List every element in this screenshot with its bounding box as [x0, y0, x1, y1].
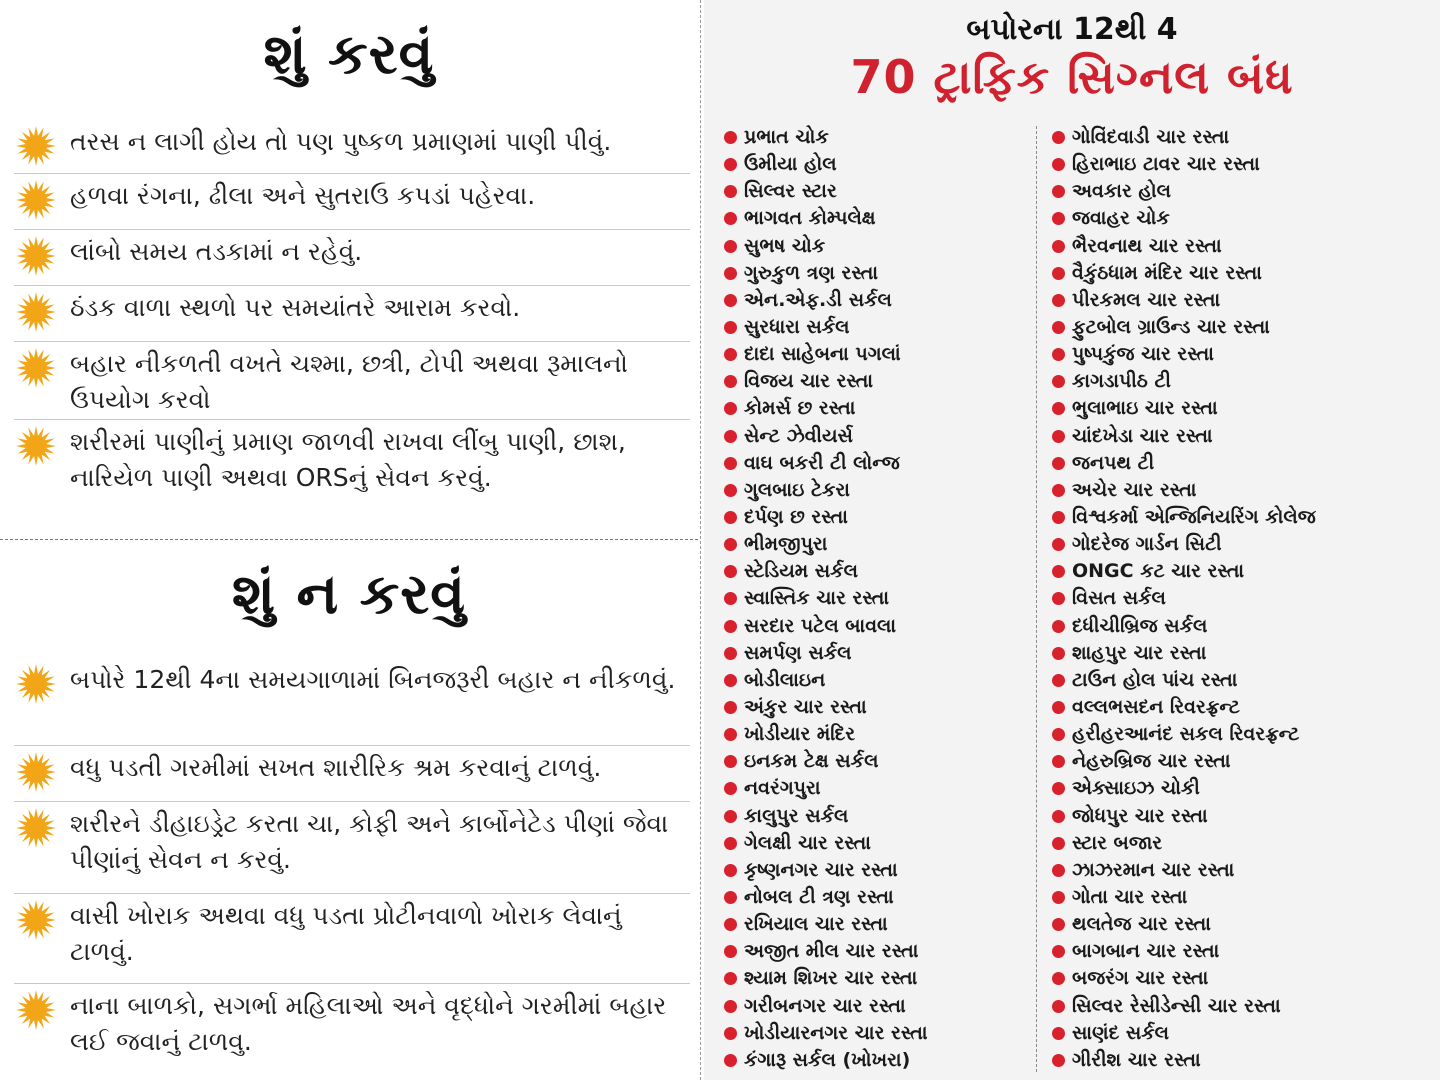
sun-icon — [14, 290, 58, 334]
signal-list-item — [1052, 585, 1432, 612]
bullet-dot-icon — [1052, 1000, 1065, 1013]
signal-name: શ્યામ શિખર ચાર રસ્તા — [744, 967, 918, 990]
signal-name: હરીહરઆનંદ સકલ રિવરફ્રન્ટ — [1072, 723, 1300, 746]
signal-list-item — [724, 124, 1024, 151]
signal-list-item — [1052, 423, 1432, 450]
bullet-dot-icon — [1052, 240, 1065, 253]
bullet-dot-icon — [1052, 402, 1065, 415]
signal-name: ગોવિંદવાડી ચાર રસ્તા — [1072, 126, 1230, 149]
signal-list-item — [724, 531, 1024, 558]
signal-name: કંગારૂ સર્કલ (ખોખરા) — [744, 1048, 911, 1071]
signal-list-item — [1052, 341, 1432, 368]
signal-list-item — [1052, 938, 1432, 965]
tip-item — [14, 174, 690, 230]
bullet-dot-icon — [724, 402, 737, 415]
signal-list-item — [724, 504, 1024, 531]
bullet-dot-icon — [1052, 972, 1065, 985]
signal-name: ઝાઝરમાન ચાર રસ્તા — [1072, 858, 1235, 881]
signal-list-item — [1052, 531, 1432, 558]
signal-name: રખિયાલ ચાર રસ્તા — [744, 913, 888, 936]
signals-count-title: 70 ટ્રાફિક સિગ્નલ બંધ — [850, 50, 1294, 104]
bullet-dot-icon — [1052, 538, 1065, 551]
bullet-dot-icon — [724, 565, 737, 578]
tip-item — [14, 286, 690, 342]
signal-list-item — [1052, 721, 1432, 748]
bullet-dot-icon — [724, 755, 737, 768]
tip-item — [14, 420, 690, 510]
signal-list-item — [724, 694, 1024, 721]
signal-name: વૈકુંઠધામ મંદિર ચાર રસ્તા — [1072, 261, 1262, 284]
signal-list-item — [724, 775, 1024, 802]
bullet-dot-icon — [724, 430, 737, 443]
bullet-dot-icon — [724, 538, 737, 551]
signal-name: અવકાર હોલ — [1072, 180, 1172, 203]
signal-name: ચાંદખેડા ચાર રસ્તા — [1072, 424, 1213, 447]
dont-heading: શું ન કરવું — [231, 562, 467, 627]
bullet-dot-icon — [1052, 1054, 1065, 1067]
signal-name: હિરાભાઇ ટાવર ચાર રસ્તા — [1072, 153, 1260, 176]
tip-text: શરીરમાં પાણીનું પ્રમાણ જાળવી રાખવા લીંબુ પાણી, છાશ, નારિયેળ પાણી અથવા ORSનું સેવન કરવું. — [70, 427, 626, 492]
column-divider — [1036, 126, 1037, 1072]
tip-text: બહાર નીકળતી વખતે ચશ્મા, છત્રી, ટોપી અથવા રૂમાલનો ઉપયોગ કરવો — [70, 349, 628, 414]
signal-name: સ્ટેડિયમ સર્કલ — [744, 560, 858, 583]
signal-name: ગેલક્ષી ચાર રસ્તા — [744, 831, 871, 854]
bullet-dot-icon — [724, 701, 737, 714]
bullet-dot-icon — [1052, 647, 1065, 660]
tip-item — [14, 802, 690, 894]
signal-name: ગીરીશ ચાર રસ્તા — [1072, 1048, 1201, 1071]
bullet-dot-icon — [1052, 185, 1065, 198]
sun-icon — [14, 898, 58, 942]
signal-name: પુષ્પકુંજ ચાર રસ્તા — [1072, 343, 1214, 366]
bullet-dot-icon — [1052, 810, 1065, 823]
bullet-dot-icon — [1052, 294, 1065, 307]
signal-list-item — [1052, 911, 1432, 938]
signal-name: પીરકમલ ચાર રસ્તા — [1072, 288, 1221, 311]
signal-list-item — [1052, 748, 1432, 775]
bullet-dot-icon — [1052, 321, 1065, 334]
sun-icon — [14, 750, 58, 794]
signal-list-item — [724, 151, 1024, 178]
bullet-dot-icon — [724, 837, 737, 850]
bullet-dot-icon — [1052, 267, 1065, 280]
signal-list-item — [724, 287, 1024, 314]
bullet-dot-icon — [724, 240, 737, 253]
signal-name: ટાઉન હોલ પાંચ રસ્તા — [1072, 668, 1238, 691]
signal-name: ગોદરેજ ગાર્ડન સિટી — [1072, 533, 1222, 556]
signal-name: સરદાર પટેલ બાવલા — [744, 614, 897, 637]
signal-name: ખોડીયાર મંદિર — [744, 723, 856, 746]
do-heading: શું કરવું — [263, 22, 435, 87]
signal-name: વાઘ બકરી ટી લોન્જ — [744, 451, 900, 474]
signal-name: નેહરુબ્રિજ ચાર રસ્તા — [1072, 750, 1231, 773]
signal-name: ખોડીયારનગર ચાર રસ્તા — [744, 1021, 928, 1044]
bullet-dot-icon — [724, 782, 737, 795]
bullet-dot-icon — [1052, 891, 1065, 904]
bullet-dot-icon — [724, 1054, 737, 1067]
signal-name: અજીત મીલ ચાર રસ્તા — [744, 940, 919, 963]
signal-list-item — [724, 395, 1024, 422]
tip-item — [14, 120, 690, 174]
sun-icon — [14, 424, 58, 468]
bullet-dot-icon — [1052, 864, 1065, 877]
tip-text: શરીરને ડીહાઇડ્રેટ કરતા ચા, કોફી અને કાર્બોનેટેડ પીણાં જેવા પીણાંનું સેવન ન કરવું. — [70, 809, 669, 874]
bullet-dot-icon — [724, 810, 737, 823]
signal-name: ભુલાભાઇ ચાર રસ્તા — [1072, 397, 1218, 420]
signal-list-item — [1052, 1047, 1432, 1074]
sun-icon — [14, 346, 58, 390]
signal-name: ભીમજીપુરા — [744, 533, 828, 556]
tip-text: ઠંડક વાળા સ્થળો પર સમયાંતરે આરામ કરવો. — [70, 293, 521, 322]
signal-name: સ્વાસ્તિક ચાર રસ્તા — [744, 587, 889, 610]
signal-name: ફુટબોલ ગ્રાઉન્ડ ચાર રસ્તા — [1072, 316, 1270, 339]
signal-name: વલ્લભસદન રિવરફ્રન્ટ — [1072, 696, 1240, 719]
bullet-dot-icon — [724, 511, 737, 524]
signal-name: એન.એફ.ડી સર્કલ — [744, 288, 892, 311]
tip-text: નાના બાળકો, સગર્ભા મહિલાઓ અને વૃદ્ધોને ગરમીમાં બહાર લઈ જવાનું ટાળવુ. — [70, 991, 667, 1056]
bullet-dot-icon — [724, 620, 737, 633]
signal-list-item — [724, 450, 1024, 477]
bullet-dot-icon — [724, 945, 737, 958]
signal-list-item — [1052, 803, 1432, 830]
signal-name: સુભષ ચોક — [744, 234, 826, 257]
bullet-dot-icon — [724, 1027, 737, 1040]
bullet-dot-icon — [724, 294, 737, 307]
sun-icon — [14, 178, 58, 222]
bullet-dot-icon — [1052, 782, 1065, 795]
signal-name: ગુરુકુળ ત્રણ રસ્તા — [744, 261, 878, 284]
signal-name: દર્પણ છ રસ્તા — [744, 506, 848, 529]
signal-name: ઉમીયા હોલ — [744, 153, 837, 176]
signal-list-item — [724, 341, 1024, 368]
signal-name: સમર્પણ સર્કલ — [744, 641, 852, 664]
signal-list-item — [1052, 368, 1432, 395]
signal-list-item — [724, 178, 1024, 205]
bullet-dot-icon — [724, 267, 737, 280]
bullet-dot-icon — [724, 158, 737, 171]
signal-name: સિલ્વર સ્ટાર — [744, 180, 837, 203]
signal-list-item — [1052, 477, 1432, 504]
signal-name: અંકુર ચાર રસ્તા — [744, 696, 867, 719]
signal-name: સિલ્વર રેસીડેન્સી ચાર રસ્તા — [1072, 994, 1281, 1017]
signal-name: સેન્ટ ઝેવીયર્સ — [744, 424, 853, 447]
signal-name: એક્સાઇઝ ચોકી — [1072, 777, 1200, 800]
signal-name: સાણંદ સર્કલ — [1072, 1021, 1170, 1044]
signal-list-item — [1052, 830, 1432, 857]
bullet-dot-icon — [1052, 755, 1065, 768]
signal-list-item — [1052, 178, 1432, 205]
signal-name: ઇનકમ ટેક્ષ સર્કલ — [744, 750, 879, 773]
sun-icon — [14, 124, 58, 168]
signal-list-item — [1052, 993, 1432, 1020]
signal-name: વિસત સર્કલ — [1072, 587, 1166, 610]
tip-item — [14, 658, 690, 746]
horizontal-divider — [0, 539, 698, 540]
signal-list-item — [1052, 124, 1432, 151]
signal-name: સ્ટાર બજાર — [1072, 831, 1163, 854]
sun-icon — [14, 806, 58, 850]
signal-name: ગરીબનગર ચાર રસ્તા — [744, 994, 906, 1017]
signals-list-column-b — [1052, 124, 1432, 1074]
signal-list-item — [724, 613, 1024, 640]
bullet-dot-icon — [724, 185, 737, 198]
sun-icon — [14, 988, 58, 1032]
signal-name: જોધપુર ચાર રસ્તા — [1072, 804, 1208, 827]
bullet-dot-icon — [1052, 511, 1065, 524]
signal-list-item — [724, 830, 1024, 857]
tip-item — [14, 894, 690, 984]
signal-list-item — [724, 965, 1024, 992]
bullet-dot-icon — [1052, 131, 1065, 144]
signal-name: કોમર્સ છ રસ્તા — [744, 397, 856, 420]
signal-name: જનપથ ટી — [1072, 451, 1155, 474]
signals-list-column-a — [724, 124, 1024, 1074]
bullet-dot-icon — [724, 1000, 737, 1013]
signal-list-item — [1052, 287, 1432, 314]
signal-list-item — [1052, 205, 1432, 232]
bullet-dot-icon — [1052, 728, 1065, 741]
bullet-dot-icon — [1052, 592, 1065, 605]
bullet-dot-icon — [1052, 620, 1065, 633]
sun-icon — [14, 234, 58, 278]
bullet-dot-icon — [724, 972, 737, 985]
signal-list-item — [724, 477, 1024, 504]
bullet-dot-icon — [724, 647, 737, 660]
vertical-divider — [700, 0, 701, 1080]
bullet-dot-icon — [1052, 945, 1065, 958]
signal-list-item — [1052, 395, 1432, 422]
signal-name: વિશ્વકર્મા એન્જિનિયરિંગ કોલેજ — [1072, 506, 1316, 529]
bullet-dot-icon — [1052, 158, 1065, 171]
bullet-dot-icon — [724, 484, 737, 497]
tip-text: હળવા રંગના, ઢીલા અને સુતરાઉ કપડાં પહેરવા. — [70, 181, 536, 210]
signal-list-item — [724, 667, 1024, 694]
tip-text: વધુ પડતી ગરમીમાં સખત શારીરિક શ્રમ કરવાનું ટાળવું. — [70, 753, 602, 782]
signal-list-item — [1052, 558, 1432, 585]
signal-list-item — [1052, 151, 1432, 178]
bullet-dot-icon — [724, 321, 737, 334]
bullet-dot-icon — [1052, 837, 1065, 850]
bullet-dot-icon — [724, 592, 737, 605]
signal-name: નવરંગપુરા — [744, 777, 821, 800]
signal-name: બજરંગ ચાર રસ્તા — [1072, 967, 1209, 990]
signal-list-item — [724, 748, 1024, 775]
bullet-dot-icon — [724, 131, 737, 144]
signal-name: બોડીલાઇન — [744, 668, 826, 691]
bullet-dot-icon — [1052, 375, 1065, 388]
signal-list-item — [1052, 884, 1432, 911]
signal-name: અચેર ચાર રસ્તા — [1072, 478, 1197, 501]
signal-list-item — [1052, 613, 1432, 640]
signal-list-item — [724, 911, 1024, 938]
bullet-dot-icon — [1052, 565, 1065, 578]
sun-icon — [14, 662, 58, 706]
signal-name: પ્રભાત ચોક — [744, 126, 829, 149]
signal-name: કાલુપુર સર્કલ — [744, 804, 849, 827]
bullet-dot-icon — [724, 864, 737, 877]
tip-item — [14, 746, 690, 802]
bullet-dot-icon — [724, 457, 737, 470]
bullet-dot-icon — [1052, 212, 1065, 225]
tip-item — [14, 230, 690, 286]
signal-name: ભાગવત કોમ્પલેક્ષ — [744, 207, 876, 230]
signal-name: શાહપુર ચાર રસ્તા — [1072, 641, 1207, 664]
signal-name: નોબલ ટી ત્રણ રસ્તા — [744, 886, 894, 908]
signal-list-item — [724, 857, 1024, 884]
signal-name: સુરધારા સર્કલ — [744, 316, 850, 339]
signal-list-item — [724, 884, 1024, 911]
signal-list-item — [724, 585, 1024, 612]
signal-list-item — [724, 233, 1024, 260]
signal-name: ગોતા ચાર રસ્તા — [1072, 886, 1188, 908]
signal-name: કૃષ્ણનગર ચાર રસ્તા — [744, 858, 898, 881]
signals-time-title: બપોરના 12થી 4 — [966, 12, 1178, 47]
signal-list-item — [724, 938, 1024, 965]
bullet-dot-icon — [724, 674, 737, 687]
bullet-dot-icon — [1052, 674, 1065, 687]
bullet-dot-icon — [1052, 430, 1065, 443]
tip-text: બપોરે 12થી 4ના સમયગાળામાં બિનજરૂરી બહાર ન નીકળવું. — [70, 665, 676, 694]
signal-list-item — [1052, 640, 1432, 667]
signal-list-item — [724, 314, 1024, 341]
signal-list-item — [724, 260, 1024, 287]
signal-name: ONGC કટ ચાર રસ્તા — [1072, 560, 1245, 583]
signal-list-item — [1052, 260, 1432, 287]
tip-text: વાસી ખોરાક અથવા વધુ પડતા પ્રોટીનવાળો ખોરાક લેવાનું ટાળવું. — [70, 901, 622, 966]
signal-list-item — [724, 423, 1024, 450]
bullet-dot-icon — [724, 918, 737, 931]
signal-name: બાગબાન ચાર રસ્તા — [1072, 940, 1220, 963]
bullet-dot-icon — [724, 212, 737, 225]
bullet-dot-icon — [1052, 1027, 1065, 1040]
bullet-dot-icon — [724, 375, 737, 388]
signal-name: કાગડાપીઠ ટી — [1072, 370, 1171, 393]
signal-name: જવાહર ચોક — [1072, 207, 1170, 230]
bullet-dot-icon — [1052, 457, 1065, 470]
tip-item — [14, 984, 690, 1070]
signal-list-item — [724, 1047, 1024, 1074]
signal-list-item — [724, 1020, 1024, 1047]
signal-list-item — [1052, 314, 1432, 341]
tip-text: તરસ ન લાગી હોય તો પણ પુષ્કળ પ્રમાણમાં પાણી પીવું. — [70, 127, 612, 156]
signal-list-item — [724, 640, 1024, 667]
signal-name: દધીચીબ્રિજ સર્કલ — [1072, 614, 1208, 637]
signal-list-item — [724, 803, 1024, 830]
signal-list-item — [1052, 450, 1432, 477]
tip-text: લાંબો સમય તડકામાં ન રહેવું. — [70, 237, 363, 266]
bullet-dot-icon — [724, 348, 737, 361]
do-tips-list — [14, 120, 690, 510]
dont-tips-list — [14, 658, 690, 1070]
signal-name: દાદા સાહેબના પગલાં — [744, 343, 901, 366]
bullet-dot-icon — [1052, 484, 1065, 497]
bullet-dot-icon — [1052, 348, 1065, 361]
signal-list-item — [1052, 965, 1432, 992]
signal-list-item — [724, 558, 1024, 585]
bullet-dot-icon — [724, 728, 737, 741]
signal-name: ગુલબાઇ ટેકરા — [744, 478, 850, 501]
signal-list-item — [1052, 504, 1432, 531]
tip-item — [14, 342, 690, 420]
bullet-dot-icon — [724, 891, 737, 904]
signal-list-item — [724, 993, 1024, 1020]
signal-name: થલતેજ ચાર રસ્તા — [1072, 913, 1211, 936]
signal-list-item — [1052, 233, 1432, 260]
signal-list-item — [1052, 775, 1432, 802]
signal-list-item — [1052, 1020, 1432, 1047]
bullet-dot-icon — [1052, 918, 1065, 931]
signal-list-item — [724, 368, 1024, 395]
signal-name: વિજય ચાર રસ્તા — [744, 370, 874, 393]
signal-name: ભૈરવનાથ ચાર રસ્તા — [1072, 234, 1222, 257]
signal-list-item — [1052, 694, 1432, 721]
signal-list-item — [724, 721, 1024, 748]
signal-list-item — [724, 205, 1024, 232]
signal-list-item — [1052, 857, 1432, 884]
bullet-dot-icon — [1052, 701, 1065, 714]
signal-list-item — [1052, 667, 1432, 694]
